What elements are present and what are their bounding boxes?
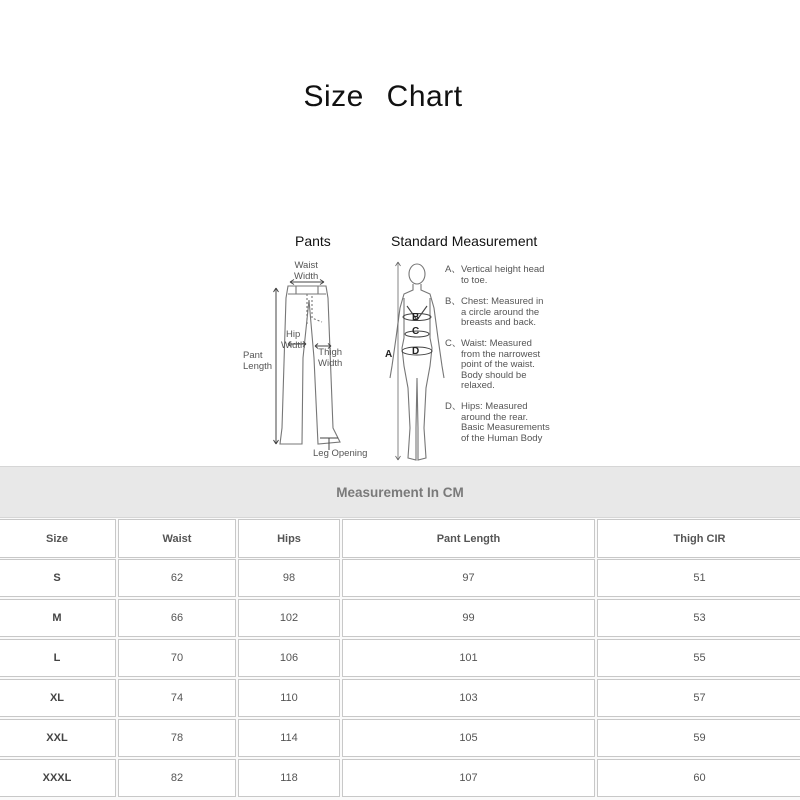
table-cell-pant-length: 97	[342, 559, 595, 597]
marker-b: B	[412, 312, 420, 323]
column-header-waist: Waist	[118, 519, 236, 558]
table-cell-waist: 66	[118, 599, 236, 637]
note-b: B、 Chest: Measured in a circle around the breasts and back.	[445, 296, 544, 328]
table-cell-hips: 98	[238, 559, 340, 597]
waist-width-label: Waist Width	[294, 260, 319, 282]
table-cell-thigh-cir: 53	[597, 599, 800, 637]
table-cell-pant-length: 101	[342, 639, 595, 677]
table-row-size: XL	[0, 679, 116, 717]
standard-measurement-heading: Standard Measurement	[391, 233, 538, 249]
leg-opening-label: Leg Opening	[313, 448, 368, 459]
table-row-size: XXXL	[0, 759, 116, 797]
table-cell-hips: 102	[238, 599, 340, 637]
column-header-thigh-cir: Thigh CIR	[597, 519, 800, 558]
column-header-pant-length: Pant Length	[342, 519, 595, 558]
page-title: Size Chart	[303, 80, 463, 113]
table-cell-hips: 114	[238, 719, 340, 757]
marker-d: D	[412, 346, 420, 357]
column-header-size: Size	[0, 519, 116, 558]
table-row-size: XXL	[0, 719, 116, 757]
note-a: A、 Vertical height head to toe.	[445, 264, 545, 286]
table-cell-hips: 118	[238, 759, 340, 797]
table-cell-waist: 62	[118, 559, 236, 597]
marker-c: C	[412, 326, 420, 337]
table-row-size: L	[0, 639, 116, 677]
table-cell-waist: 70	[118, 639, 236, 677]
note-c: C、 Waist: Measured from the narrowest point of the waist. Body should be relaxed.	[445, 338, 541, 391]
table-cell-pant-length: 99	[342, 599, 595, 637]
table-cell-pant-length: 107	[342, 759, 595, 797]
thigh-width-label: Thigh Width	[318, 347, 343, 369]
note-d: D、 Hips: Measured around the rear. Basic Measurements of the Human Body	[445, 401, 550, 444]
table-cell-thigh-cir: 60	[597, 759, 800, 797]
table-row-size: S	[0, 559, 116, 597]
table-cell-thigh-cir: 57	[597, 679, 800, 717]
table-cell-thigh-cir: 55	[597, 639, 800, 677]
size-table	[0, 466, 800, 800]
table-cell-waist: 78	[118, 719, 236, 757]
table-cell-thigh-cir: 51	[597, 559, 800, 597]
table-cell-hips: 110	[238, 679, 340, 717]
table-row-size: M	[0, 599, 116, 637]
body-head	[409, 264, 425, 284]
pants-heading: Pants	[295, 233, 331, 249]
hip-width-label: Hip Width	[281, 329, 306, 351]
table-caption: Measurement In CM	[0, 466, 800, 518]
marker-a: A	[385, 349, 393, 360]
table-cell-pant-length: 103	[342, 679, 595, 717]
table-cell-waist: 82	[118, 759, 236, 797]
column-header-hips: Hips	[238, 519, 340, 558]
pant-length-label: Pant Length	[243, 350, 273, 372]
table-cell-hips: 106	[238, 639, 340, 677]
table-cell-waist: 74	[118, 679, 236, 717]
table-cell-pant-length: 105	[342, 719, 595, 757]
measurement-diagram	[236, 228, 566, 466]
table-cell-thigh-cir: 59	[597, 719, 800, 757]
